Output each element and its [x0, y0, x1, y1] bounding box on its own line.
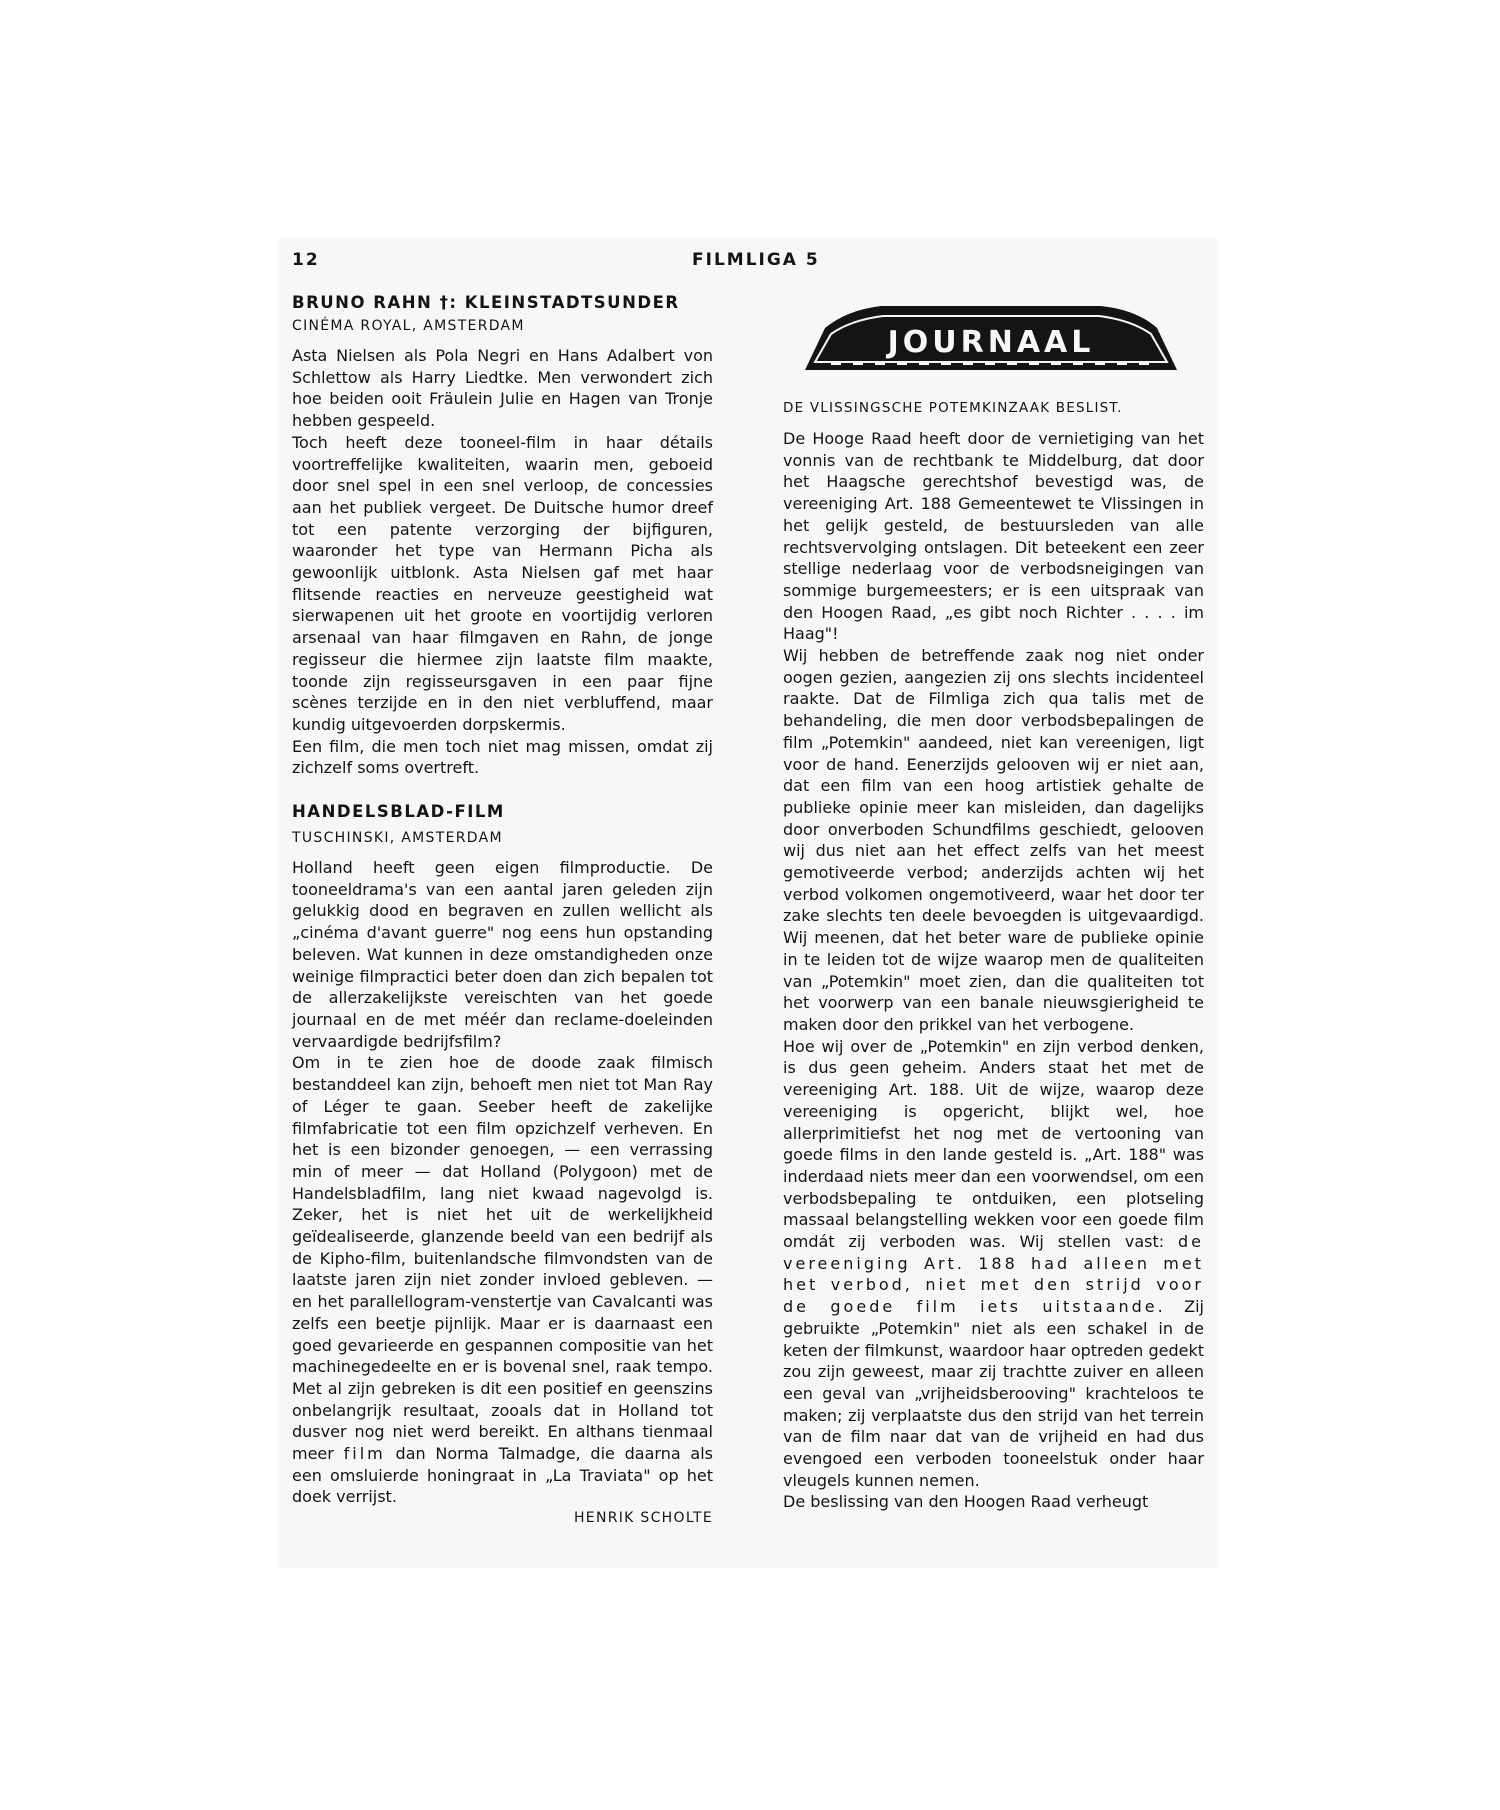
article-handelsblad-film — [292, 801, 713, 1529]
running-title: FILMLIGA 5 — [692, 250, 820, 270]
paragraph: Toch heeft deze tooneel-film in haar détails voortreffelijke kwaliteiten, waarin men, geboeid door snel spel in een snel verloop, de concessies aan het publiek vergeet. De Duitsche humor dreef tot een patente verzorging der bijfiguren, waaronder het type van Hermann Picha als gewoonlijk uitblonk. Asta Nielsen gaf met haar flitsende reacties en nerveuze geestigheid wat sierwapenen uit het groote en voortijdig verloren arsenaal van haar filmgaven en Rahn, de jonge regisseur die hiermee zijn laatste film maakte, toonde zijn regisseursgaven in een paar fijne scènes terzijde en in den niet verbluffend, maar kundig uitgevoerden dorpskermis. — [292, 432, 713, 734]
article-kleinstadtsunder — [292, 292, 713, 779]
paragraph-text: Hoe wij over de „Potemkin" en zijn verbod denken, is dus geen geheim. Anders staat het met de vereeniging Art. 188. Uit de wijze, waarop deze vereeniging is opgericht, blijkt wel, hoe allerprimitiefst het nog met de vertooning van goede films in den lande gesteld is. „Art. 188" was inderdaad niets meer dan een voorwendsel, om een verbodsbepaling te ontduiken, een plotseling massaal belangstelling wekken voor een goede film omdát zij verboden was. Wij stellen vast: — [783, 1036, 1204, 1252]
right-column — [783, 300, 1204, 1513]
page-number: 12 — [292, 250, 320, 270]
paragraph: Holland heeft geen eigen filmproductie. De tooneeldrama's van een aantal jaren geleden zijn gelukkig dood en begraven en zullen wellicht als „cinéma d'avant guerre" nog eens hun opstanding beleven. Wat kunnen in deze omstandigheden onze weinige filmpractici beter doen dan zich bepalen tot de allerzakelijkste vereischten van het goede journaal en de met méér dan reclame-doeleinden vervaardigde bedrijfsfilm? — [292, 858, 713, 1051]
paragraph-text: dan Norma Talmadge, die daarna als een omsluierde honingraat in „La Traviata" op het doek verrijst. — [292, 1444, 713, 1507]
left-column — [292, 292, 713, 1529]
logo-text: JOURNAAL — [887, 325, 1095, 360]
spaced-emphasis: de vereeniging Art. 188 had alleen met het verbod, niet met den strijd voor de goede film iets uitstaande. — [783, 1232, 1204, 1317]
paragraph — [292, 1052, 713, 1508]
paragraph — [783, 1036, 1204, 1492]
article-title: HANDELSBLAD-FILM — [292, 802, 505, 822]
paragraph-text: Zij gebruikte „Potemkin" niet als een schakel in de keten der filmkunst, waardoor haar optreden gedekt zou zijn geweest, maar zij trachtte zuiver en alleen een geval van „vrijheidsberooving" krachteloos te maken; zij verplaatste dus den strijd van het terrein van de film naar dat van de vrijheid en had dus evengoed een verboden tooneelstuk onder haar vleugels kunnen nemen. — [783, 1297, 1204, 1490]
article-venue: TUSCHINSKI, AMSTERDAM — [292, 830, 503, 847]
paragraph: Wij hebben de betreffende zaak nog niet onder oogen gezien, aangezien zij ons slechts incidenteel raakte. Dat de Filmliga zich qua talis met de behandeling, die men door verbodsbepalingen de film „Potemkin" aandeed, niet kan vereenigen, ligt voor de hand. Eenerzijds gelooven wij er niet aan, dat een film van een hoog artistiek gehalte de publieke opinie meer kan misleiden, dan dagelijks door onverboden Schundfilms geschiedt, gelooven wij dus niet aan het effect zelfs van het meest gemotiveerde verbod; anderzijds achten wij het verbod volkomen ongemotiveerd, waar het door ter zake slechts ten deele bevoegden is uitgevaardigd. Wij meenen, dat het beter ware de publieke opinie in te leiden tot de wijze waarop men de qualiteiten van „Potemkin" moet zien, dan die qualiteiten tot het voorwerp van een banale nieuwsgierigheid te maken door den prikkel van het verbogene. — [783, 646, 1204, 1034]
author-signature: HENRIK SCHOLTE — [573, 1510, 713, 1527]
paragraph: De beslissing van den Hoogen Raad verheugt — [783, 1492, 1149, 1512]
article-venue: CINÉMA ROYAL, AMSTERDAM — [292, 318, 525, 334]
article-title: BRUNO RAHN †: KLEINSTADTSUNDER — [292, 293, 680, 312]
paragraph-text: Om in te zien hoe de doode zaak filmisch bestanddeel kan zijn, behoeft men niet tot Man Ray of Léger te gaan. Seeber heeft de zakelijke filmfabricatie tot een film opzichzelf verheven. En het is een bizonder genoegen, — een verrassing min of meer — dat Holland (Polygoon) met de Handelsbladfilm, lang niet kwaad nagevolgd is. Zeker, het is niet het uit de werkelijkheid geïdealiseerde, glanzende beeld van een bedrijf als de Kipho-film, buitenlandsche filmvondsten van de laatste jaren zijn niet zonder invloed gebleven. — en het parallellogram-venstertje van Cavalcanti was zelfs een beetje pijnlijk. Maar er is daarnaast een goed gevarieerde en gespannen compositie van het machinegedeelte en er is bovenal snel, raak tempo. Met al zijn gebreken is dit een positief en geenszins onbelangrijk resultaat, zooals dat in Holland tot dusver nog niet werd bereikt. En althans tienmaal meer — [292, 1053, 713, 1464]
paragraph: De Hooge Raad heeft door de vernietiging van het vonnis van de rechtbank te Middelburg, dat door het Haagsche gerechtshof bevestigd was, de vereeniging Art. 188 Gemeentewet te Vlissingen in het gelijk gesteld, de bestuursleden van alle rechtsvervolging ontslagen. Dit beteekent een zeer stellige nederlaag voor de verbodsneigingen van sommige burgemeesters; er is een uitspraak van den Hoogen Raad, „es gibt noch Richter . . . . im Haag"! — [783, 429, 1204, 644]
page-header — [292, 250, 1204, 274]
spaced-emphasis: film — [343, 1444, 386, 1464]
article-headline: DE VLISSINGSCHE POTEMKINZAAK BESLIST. — [783, 400, 1123, 416]
journaal-logo-icon — [801, 300, 1181, 372]
paragraph: Een film, die men toch niet mag missen, omdat zij zichzelf soms overtreft. — [292, 736, 713, 778]
paragraph: Asta Nielsen als Pola Negri en Hans Adalbert von Schlettow als Harry Liedtke. Men verwondert zich hoe beiden ooit Fräulein Julie en Hagen van Tronje hebben gespeeld. — [292, 346, 713, 431]
